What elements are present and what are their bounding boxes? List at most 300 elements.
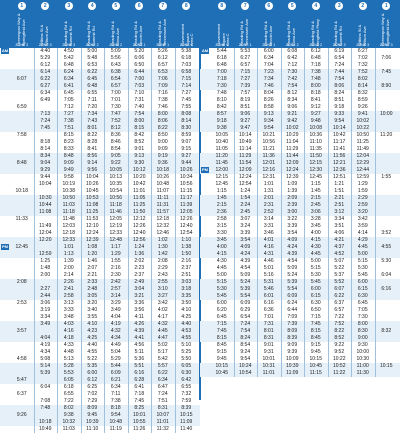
departure-time bbox=[10, 335, 34, 342]
departure-time: 1:30 bbox=[157, 244, 168, 250]
departure-time: 10:48 bbox=[109, 419, 122, 425]
departure-time: 12:05 bbox=[179, 209, 193, 215]
departure-time bbox=[34, 377, 58, 384]
departure-time: 1:38 bbox=[181, 244, 192, 250]
departure-time: 6:41 bbox=[63, 83, 74, 89]
departure-time: 8:31 bbox=[157, 405, 168, 411]
departure-time: 5:22 bbox=[87, 356, 98, 362]
departure-time: 4:41 bbox=[134, 335, 145, 341]
departure-time: 6:48 bbox=[216, 62, 227, 68]
departure-time: 1:20 bbox=[87, 251, 98, 257]
stop-number-badge: 8 bbox=[182, 2, 190, 10]
departure-time: 4:14 bbox=[357, 230, 368, 236]
departure-time bbox=[375, 76, 399, 83]
departure-time: 9:27 bbox=[240, 118, 251, 124]
departure-time: 8:10 bbox=[216, 97, 227, 103]
departure-time: 4:24 bbox=[287, 244, 298, 250]
departure-time: 9:58 bbox=[63, 174, 74, 180]
schedule-row bbox=[0, 90, 200, 97]
departure-time: 12:24 bbox=[238, 174, 252, 180]
departure-time: 11:35 bbox=[309, 146, 322, 152]
departure-time: 10:20 bbox=[132, 174, 146, 180]
departure-time: 6:41 bbox=[134, 384, 145, 390]
departure-time: 10:21 bbox=[262, 132, 275, 138]
departure-time: 6:20 bbox=[216, 307, 227, 313]
departure-time: 4:37 bbox=[334, 244, 345, 250]
departure-time: 11:18 bbox=[62, 209, 75, 215]
departure-time bbox=[10, 48, 34, 55]
departure-time: 8:24 bbox=[240, 335, 251, 341]
departure-time: 7:34 bbox=[87, 111, 98, 117]
schedule-row bbox=[0, 300, 200, 307]
departure-time bbox=[375, 167, 399, 174]
departure-time: 11:26 bbox=[133, 426, 146, 432]
departure-time: 5:14 bbox=[40, 363, 51, 369]
departure-time: 12:05 bbox=[109, 216, 122, 222]
departure-time: 5:17 bbox=[157, 349, 168, 355]
departure-time: 1:46 bbox=[87, 258, 98, 264]
schedule-row bbox=[200, 97, 400, 104]
departure-time: 3:42 bbox=[157, 300, 168, 306]
departure-time: 11:32 bbox=[156, 426, 169, 432]
departure-time: 11:36 bbox=[262, 153, 275, 159]
departure-time: 6:15 bbox=[357, 286, 368, 292]
departure-time: 5:39 bbox=[240, 286, 251, 292]
departure-time: 2:21 bbox=[334, 195, 345, 201]
schedule-row bbox=[200, 293, 400, 300]
departure-time: 1:02 bbox=[157, 237, 168, 243]
departure-time: 9:52 bbox=[334, 349, 345, 355]
departure-time: 4:16 bbox=[63, 328, 74, 334]
departure-time: 7:12 bbox=[287, 62, 298, 68]
departure-time: 8:02 bbox=[63, 405, 74, 411]
departure-time bbox=[34, 244, 58, 251]
schedule-row bbox=[0, 146, 200, 153]
departure-time: 2:29 bbox=[157, 265, 168, 271]
departure-time: 10:54 bbox=[238, 370, 252, 376]
departure-time: 8:15 bbox=[134, 125, 145, 131]
departure-time: 12:18 bbox=[156, 216, 169, 222]
departure-time: 6:09 bbox=[110, 370, 121, 376]
departure-time: 9:26 bbox=[357, 104, 368, 110]
departure-time: 4:33 bbox=[63, 342, 74, 348]
departure-time: 4:45 bbox=[357, 244, 368, 250]
departure-time: 4:34 bbox=[110, 335, 121, 341]
departure-time: 8:01 bbox=[87, 125, 98, 131]
schedule-row bbox=[200, 314, 400, 321]
departure-time: 7:32 bbox=[357, 62, 368, 68]
departure-time: 6:19 bbox=[334, 48, 345, 54]
departure-time: 2:48 bbox=[87, 286, 98, 292]
departure-time: 3:34 bbox=[40, 314, 51, 320]
departure-time: 11:25 bbox=[133, 202, 146, 208]
departure-time: 2:15 bbox=[216, 202, 227, 208]
zone-label: ZONE 1 bbox=[132, 43, 146, 47]
departure-time: 7:30 bbox=[216, 83, 227, 89]
schedule-row bbox=[200, 349, 400, 356]
departure-time: 12:26 bbox=[132, 223, 146, 229]
schedule-row bbox=[200, 370, 400, 377]
departure-time: 3:05 bbox=[87, 293, 98, 299]
departure-time: 11:45 bbox=[215, 160, 228, 166]
departure-time: 8:22 bbox=[87, 132, 98, 138]
departure-time: 2:51 bbox=[334, 202, 345, 208]
departure-time: 11:10 bbox=[309, 139, 322, 145]
departure-time: 1:09 bbox=[287, 181, 298, 187]
departure-time: 4:19 bbox=[110, 321, 121, 327]
schedule-row bbox=[200, 90, 400, 97]
departure-time: 11:03 bbox=[62, 202, 75, 208]
departure-time: 10:56 bbox=[179, 181, 193, 187]
departure-time: 5:26 bbox=[157, 48, 168, 54]
departure-time: 10:56 bbox=[109, 195, 122, 201]
stop-name: Reading Rd & Summit Rd bbox=[333, 21, 343, 46]
departure-time: 9:39 bbox=[287, 349, 298, 355]
departure-time: 10:05 bbox=[109, 167, 122, 173]
stop-column-header bbox=[257, 0, 281, 48]
departure-time: 7:15 bbox=[240, 69, 251, 75]
departure-time: 3:51 bbox=[334, 223, 345, 229]
departure-time: 8:58 bbox=[263, 104, 274, 110]
departure-time: 7:42 bbox=[287, 76, 298, 82]
departure-time: 5:31 bbox=[263, 279, 274, 285]
departure-time: 3:35 bbox=[181, 293, 192, 299]
departure-time: 6:09 bbox=[287, 293, 298, 299]
departure-time: 10:15 bbox=[215, 363, 228, 369]
departure-time: 7:55 bbox=[181, 104, 192, 110]
departure-time: 5:24 bbox=[240, 279, 251, 285]
departure-time: 5:13 bbox=[63, 356, 74, 362]
schedule-row bbox=[200, 216, 400, 223]
departure-time: 11:50 bbox=[309, 153, 322, 159]
schedule-row bbox=[200, 300, 400, 307]
departure-time: 8:48 bbox=[16, 160, 27, 166]
departure-time: 10:18 bbox=[156, 167, 169, 173]
departure-time: 4:26 bbox=[134, 321, 145, 327]
departure-time: 6:30 bbox=[310, 300, 321, 306]
departure-time: 11:10 bbox=[86, 426, 99, 432]
departure-time bbox=[34, 412, 58, 419]
departure-time: 6:36 bbox=[263, 307, 274, 313]
departure-time: 8:39 bbox=[181, 405, 192, 411]
stop-name: Wilkins St & Wilson Ave bbox=[39, 24, 49, 46]
departure-time: 6:05 bbox=[181, 363, 192, 369]
departure-time: 7:09 bbox=[287, 314, 298, 320]
departure-time: 7:22 bbox=[334, 314, 345, 320]
departure-time bbox=[10, 195, 34, 202]
departure-time: 10:49 bbox=[238, 139, 252, 145]
departure-time: 6:22 bbox=[40, 76, 51, 82]
departure-time: 7:24 bbox=[157, 391, 168, 397]
column-separator bbox=[34, 48, 35, 433]
schedule-row bbox=[200, 223, 400, 230]
departure-time: 11:05 bbox=[133, 195, 146, 201]
schedule-row bbox=[200, 335, 400, 342]
stop-column-header bbox=[151, 0, 175, 48]
schedule-row bbox=[0, 426, 200, 433]
departure-time: 5:44 bbox=[110, 363, 121, 369]
departure-time: 3:49 bbox=[40, 321, 51, 327]
departure-time bbox=[34, 391, 58, 398]
zone-label: ZONE 3 bbox=[356, 43, 370, 47]
departure-time bbox=[10, 111, 34, 118]
departure-time: 11:31 bbox=[156, 202, 169, 208]
departure-time: 9:00 bbox=[157, 139, 168, 145]
departure-time: 7:18 bbox=[134, 391, 145, 397]
departure-time: 9:06 bbox=[287, 104, 298, 110]
departure-time: 12:33 bbox=[109, 230, 122, 236]
departure-time bbox=[375, 370, 399, 377]
departure-time: 1:17 bbox=[110, 244, 121, 250]
schedule-row bbox=[0, 272, 200, 279]
schedule-row bbox=[0, 363, 200, 370]
departure-time: 6:12 bbox=[157, 55, 168, 61]
departure-time: 6:22 bbox=[157, 370, 168, 376]
departure-time bbox=[375, 209, 399, 216]
schedule-row bbox=[0, 356, 200, 363]
schedule-row bbox=[0, 258, 200, 265]
departure-time: 11:07 bbox=[156, 188, 169, 194]
departure-time: 6:01 bbox=[263, 293, 274, 299]
departure-time: 1:54 bbox=[240, 195, 251, 201]
departure-time: 5:53 bbox=[63, 370, 74, 376]
departure-time: 8:23 bbox=[63, 139, 74, 145]
schedule-row bbox=[0, 314, 200, 321]
departure-time: 6:21 bbox=[110, 377, 121, 383]
departure-time: 10:52 bbox=[332, 363, 346, 369]
departure-time: 4:09 bbox=[240, 244, 251, 250]
departure-time bbox=[10, 223, 34, 230]
departure-time: 11:48 bbox=[62, 216, 75, 222]
departure-time: 7:05 bbox=[63, 97, 74, 103]
departure-time: 10:04 bbox=[38, 181, 52, 187]
departure-time: 6:12 bbox=[87, 377, 98, 383]
departure-time: 1:36 bbox=[134, 251, 145, 257]
schedule-row bbox=[0, 160, 200, 167]
departure-time: 6:27 bbox=[357, 48, 368, 54]
departure-time: 10:00 bbox=[379, 111, 393, 117]
departure-time: 8:18 bbox=[310, 90, 321, 96]
column-separator bbox=[281, 48, 282, 377]
departure-time: 11:00 bbox=[356, 363, 369, 369]
departure-time: 6:29 bbox=[240, 307, 251, 313]
departure-time: 5:07 bbox=[334, 258, 345, 264]
departure-time: 5:04 bbox=[110, 349, 121, 355]
schedule-row bbox=[0, 97, 200, 104]
departure-time: 10:29 bbox=[285, 132, 299, 138]
departure-time: 11:25 bbox=[86, 209, 99, 215]
departure-time: 8:19 bbox=[240, 97, 251, 103]
departure-time: 1:50 bbox=[181, 251, 192, 257]
departure-time: 3:18 bbox=[181, 286, 192, 292]
departure-time: 9:09 bbox=[287, 342, 298, 348]
departure-time: 4:17 bbox=[157, 314, 168, 320]
departure-time: 10:40 bbox=[215, 139, 228, 145]
departure-time: 4:09 bbox=[287, 237, 298, 243]
departure-time: 12:39 bbox=[285, 174, 299, 180]
departure-time: 6:09 bbox=[240, 300, 251, 306]
departure-time: 6:00 bbox=[357, 279, 368, 285]
stop-column-header bbox=[175, 0, 199, 48]
departure-time: 9:18 bbox=[334, 104, 345, 110]
departure-time bbox=[10, 118, 34, 125]
departure-time: 2:59 bbox=[357, 202, 368, 208]
departure-time: 9:27 bbox=[310, 111, 321, 117]
departure-time: 7:38 bbox=[310, 69, 321, 75]
departure-time: 3:06 bbox=[310, 209, 321, 215]
departure-time: 1:39 bbox=[63, 258, 74, 264]
departure-time: 8:09 bbox=[87, 405, 98, 411]
departure-time: 6:34 bbox=[110, 384, 121, 390]
departure-time: 8:14 bbox=[181, 118, 192, 124]
departure-time: 6:28 bbox=[134, 377, 145, 383]
departure-time: 10:32 bbox=[62, 419, 75, 425]
stop-number-badge: 1 bbox=[382, 2, 390, 10]
departure-time: 10:55 bbox=[132, 419, 146, 425]
departure-time: 3:39 bbox=[240, 230, 251, 236]
departure-time: 8:57 bbox=[216, 111, 227, 117]
departure-time: 6:16 bbox=[263, 300, 274, 306]
departure-time: 11:01 bbox=[262, 370, 275, 376]
departure-time bbox=[375, 237, 399, 244]
departure-time: 7:29 bbox=[87, 398, 98, 404]
departure-time bbox=[10, 237, 34, 244]
departure-time: 11:20 bbox=[215, 153, 228, 159]
departure-time: 11:15 bbox=[180, 188, 193, 194]
departure-time: 11:14 bbox=[239, 146, 252, 152]
departure-time: 4:01 bbox=[263, 237, 274, 243]
departure-time bbox=[10, 139, 34, 146]
departure-time: 8:54 bbox=[240, 342, 251, 348]
departure-time: 6:04 bbox=[381, 272, 392, 278]
departure-time: 4:00 bbox=[216, 244, 227, 250]
departure-time: 6:55 bbox=[63, 391, 74, 397]
departure-time: 4:55 bbox=[381, 244, 392, 250]
departure-time: 10:26 bbox=[85, 181, 99, 187]
departure-time: 10:19 bbox=[62, 181, 75, 187]
departure-time: 5:09 bbox=[287, 265, 298, 271]
departure-time: 6:53 bbox=[87, 62, 98, 68]
departure-time: 6:54 bbox=[110, 76, 121, 82]
departure-time: 12:31 bbox=[262, 174, 275, 180]
schedule-row bbox=[0, 188, 200, 195]
departure-time: 2:37 bbox=[181, 265, 192, 271]
departure-time: 12:15 bbox=[215, 174, 228, 180]
departure-time: 4:19 bbox=[40, 342, 51, 348]
departure-time: 8:45 bbox=[216, 342, 227, 348]
departure-time: 1:45 bbox=[216, 195, 227, 201]
schedule-row bbox=[200, 48, 400, 55]
departure-time: 7:31 bbox=[134, 97, 145, 103]
departure-time: 12:46 bbox=[156, 230, 169, 236]
departure-time: 7:48 bbox=[40, 405, 51, 411]
departure-time: 8:24 bbox=[334, 90, 345, 96]
departure-time bbox=[34, 279, 58, 286]
right-timetable bbox=[200, 0, 400, 400]
departure-time: 7:00 bbox=[216, 69, 227, 75]
departure-time: 12:33 bbox=[62, 237, 75, 243]
departure-time: 10:56 bbox=[262, 139, 275, 145]
departure-time: 7:43 bbox=[87, 118, 98, 124]
zone-label: ZONE 3 bbox=[62, 43, 76, 47]
departure-time: 3:52 bbox=[381, 230, 392, 236]
departure-time: 7:54 bbox=[334, 76, 345, 82]
departure-time: 12:48 bbox=[109, 237, 122, 243]
departure-time: 7:10 bbox=[134, 90, 145, 96]
departure-time: 5:00 bbox=[87, 48, 98, 54]
departure-time: 7:00 bbox=[134, 76, 145, 82]
departure-time: 2:49 bbox=[134, 279, 145, 285]
departure-time: 10:31 bbox=[262, 363, 275, 369]
departure-time bbox=[10, 202, 34, 209]
departure-time: 2:07 bbox=[87, 265, 98, 271]
departure-time: 10:15 bbox=[309, 356, 322, 362]
departure-time: 10:44 bbox=[38, 202, 52, 208]
schedule-row bbox=[0, 230, 200, 237]
am-pm-tag: PM bbox=[202, 167, 208, 172]
departure-time: 4:40 bbox=[40, 48, 51, 54]
departure-time: 6:44 bbox=[134, 69, 145, 75]
departure-time: 11:33 bbox=[15, 216, 28, 222]
departure-time: 11:03 bbox=[62, 426, 75, 432]
departure-time bbox=[10, 370, 34, 377]
schedule-row bbox=[200, 328, 400, 335]
departure-time: 7:44 bbox=[334, 69, 345, 75]
departure-time: 4:46 bbox=[263, 258, 274, 264]
zone-label: ZONE 2 bbox=[85, 43, 99, 47]
departure-time: 11:15 bbox=[309, 370, 322, 376]
departure-time: 1:29 bbox=[110, 251, 121, 257]
departure-time: 7:57 bbox=[240, 90, 251, 96]
departure-time: 4:30 bbox=[216, 258, 227, 264]
departure-time: 3:07 bbox=[240, 216, 251, 222]
departure-time: 11:54 bbox=[239, 160, 252, 166]
schedule-row bbox=[200, 202, 400, 209]
departure-time: 12:15 bbox=[309, 160, 322, 166]
departure-time: 8:14 bbox=[357, 83, 368, 89]
departure-time: 9:13 bbox=[263, 111, 274, 117]
departure-time bbox=[10, 209, 34, 216]
departure-time: 7:15 bbox=[216, 321, 227, 327]
departure-time: 7:27 bbox=[181, 90, 192, 96]
departure-time: 9:18 bbox=[216, 118, 227, 124]
departure-time: 4:23 bbox=[87, 328, 98, 334]
departure-time: 11:17 bbox=[333, 139, 346, 145]
schedule-row bbox=[200, 279, 400, 286]
departure-time: 3:27 bbox=[157, 293, 168, 299]
departure-time: 1:24 bbox=[240, 188, 251, 194]
departure-time: 7:52 bbox=[110, 118, 121, 124]
departure-time: 6:38 bbox=[110, 69, 121, 75]
departure-time: 5:48 bbox=[87, 55, 98, 61]
departure-time: 10:02 bbox=[285, 125, 299, 131]
departure-time: 7:27 bbox=[240, 76, 251, 82]
departure-time: 4:39 bbox=[287, 251, 298, 257]
departure-time: 12:01 bbox=[262, 160, 275, 166]
departure-time bbox=[10, 83, 34, 90]
departure-time: 5:54 bbox=[287, 286, 298, 292]
zone-label: ZONE 2 bbox=[285, 43, 299, 47]
departure-time bbox=[34, 328, 58, 335]
schedule-row bbox=[200, 272, 400, 279]
departure-time: 3:20 bbox=[87, 300, 98, 306]
schedule-row bbox=[200, 356, 400, 363]
departure-time: 9:05 bbox=[110, 153, 121, 159]
departure-time: 5:30 bbox=[216, 286, 227, 292]
schedule-row bbox=[0, 370, 200, 377]
departure-time: 4:15 bbox=[310, 237, 321, 243]
departure-time: 8:45 bbox=[310, 335, 321, 341]
